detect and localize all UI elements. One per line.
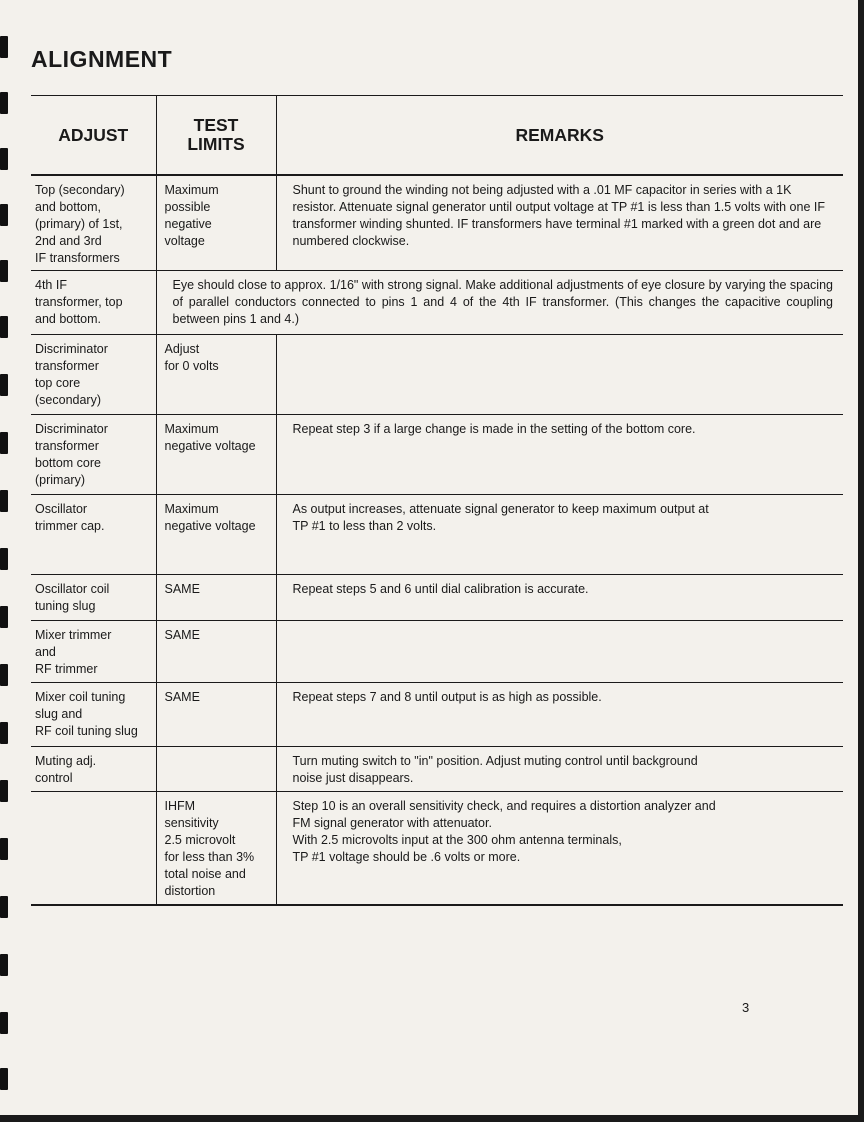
table-row bbox=[31, 791, 843, 905]
page-edge-bottom bbox=[0, 1115, 864, 1122]
table-row bbox=[31, 270, 843, 334]
remarks-cell: Turn muting switch to "in" position. Adjust muting control until background noise just disappears. bbox=[276, 746, 843, 791]
page-title: ALIGNMENT bbox=[31, 46, 173, 72]
test-limits-cell: Maximum negative voltage bbox=[156, 414, 276, 494]
table-header-row bbox=[31, 96, 843, 176]
remarks-cell bbox=[276, 334, 843, 414]
alignment-table bbox=[31, 95, 843, 906]
adjust-cell: Discriminator transformer bottom core (primary) bbox=[31, 414, 156, 494]
test-limits-cell: SAME bbox=[156, 574, 276, 620]
adjust-cell: 4th IF transformer, top and bottom. bbox=[31, 270, 156, 334]
test-limits-cell: SAME bbox=[156, 620, 276, 682]
table-row bbox=[31, 334, 843, 414]
header-test-limits: TEST LIMITS bbox=[156, 96, 276, 176]
test-limits-cell: IHFM sensitivity 2.5 microvolt for less than 3% total noise and distortion bbox=[156, 791, 276, 905]
test-limits-cell: Adjust for 0 volts bbox=[156, 334, 276, 414]
remarks-cell: As output increases, attenuate signal generator to keep maximum output at TP #1 to less than 2 volts. bbox=[276, 494, 843, 574]
remarks-cell: Repeat step 3 if a large change is made in the setting of the bottom core. bbox=[276, 414, 843, 494]
adjust-cell: Mixer trimmer and RF trimmer bbox=[31, 620, 156, 682]
adjust-cell bbox=[31, 791, 156, 905]
remarks-cell: Shunt to ground the winding not being adjusted with a .01 MF capacitor in series with a 1K resistor. Attenuate signal generator until output voltage at TP #1 is less than 1.5 volts with one IF transformer winding shunted. IF transformers have terminal #1 marked with a green dot and are numbered clockwise. bbox=[276, 175, 843, 270]
header-adjust: ADJUST bbox=[31, 96, 156, 176]
binding-edge bbox=[0, 0, 14, 1122]
remarks-cell: Repeat steps 7 and 8 until output is as high as possible. bbox=[276, 682, 843, 746]
test-limits-cell: SAME bbox=[156, 682, 276, 746]
adjust-cell: Discriminator transformer top core (secondary) bbox=[31, 334, 156, 414]
remarks-cell: Repeat steps 5 and 6 until dial calibration is accurate. bbox=[276, 574, 843, 620]
table-row bbox=[31, 746, 843, 791]
remarks-cell bbox=[276, 620, 843, 682]
adjust-cell: Mixer coil tuning slug and RF coil tuning slug bbox=[31, 682, 156, 746]
table-row bbox=[31, 414, 843, 494]
remarks-cell-wide: Eye should close to approx. 1/16" with strong signal. Make additional adjustments of eye closure by varying the spacing of parallel conductors connected to pins 1 and 4 of the 4th IF transformer. (This changes the capacitive coupling between pins 1 and 4.) bbox=[156, 270, 843, 334]
table-row bbox=[31, 494, 843, 574]
adjust-cell: Oscillator trimmer cap. bbox=[31, 494, 156, 574]
page-number: 3 bbox=[742, 1000, 750, 1015]
table-row bbox=[31, 175, 843, 270]
adjust-cell: Top (secondary) and bottom, (primary) of 1st, 2nd and 3rd IF transformers bbox=[31, 175, 156, 270]
page-edge-right bbox=[858, 0, 864, 1122]
remarks-cell: Step 10 is an overall sensitivity check, and requires a distortion analyzer and FM signal generator with attenuator. With 2.5 microvolts input at the 300 ohm antenna terminals, TP #1 voltage should be .6 volts or more. bbox=[276, 791, 843, 905]
table-row bbox=[31, 620, 843, 682]
test-limits-cell: Maximum negative voltage bbox=[156, 494, 276, 574]
table-row bbox=[31, 574, 843, 620]
test-limits-cell bbox=[156, 746, 276, 791]
test-limits-cell: Maximum possible negative voltage bbox=[156, 175, 276, 270]
adjust-cell: Oscillator coil tuning slug bbox=[31, 574, 156, 620]
table-row bbox=[31, 682, 843, 746]
adjust-cell: Muting adj. control bbox=[31, 746, 156, 791]
header-remarks: REMARKS bbox=[276, 96, 843, 176]
